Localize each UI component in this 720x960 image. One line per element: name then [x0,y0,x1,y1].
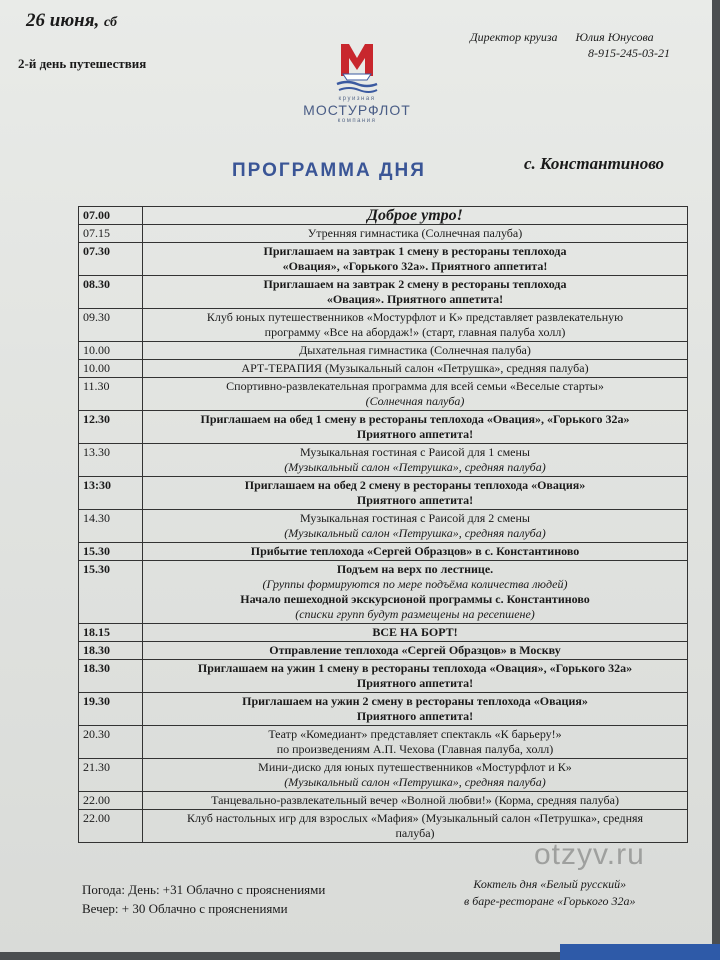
director-phone: 8-915-245-03-21 [588,46,670,60]
activity-line: Доброе утро! [367,207,463,224]
activity-line: Танцевально-развлекательный вечер «Волной любви!» (Корма, средняя палуба) [211,793,619,807]
activity-line: Музыкальная гостиная с Раисой для 2 смены [299,511,530,525]
activity-line: Приглашаем на ужин 1 смену в рестораны теплохода «Овация», «Горького 32а» [197,661,633,675]
activity-line: (Музыкальный салон «Петрушка», средняя палуба) [284,526,546,540]
logo-top-text: круизная [338,96,376,102]
schedule-activity [143,444,688,477]
schedule-activity [143,276,688,309]
schedule-row [79,543,688,561]
schedule-time: 07.15 [79,225,143,243]
company-logo [292,40,422,136]
activity-line: Подъем на верх по лестнице. [336,562,494,576]
weather-day: Погода: День: +31 Облачно с прояснениями [82,882,326,897]
schedule-activity [143,543,688,561]
activity-line: Приятного аппетита! [356,676,474,690]
activity-line: Музыкальная гостиная с Раисой для 1 смены [299,445,530,459]
schedule-time: 18.15 [79,624,143,642]
activity-line: Спортивно-развлекательная программа для всей семьи «Веселые старты» [226,379,604,393]
schedule-activity [143,792,688,810]
activity-line: Приятного аппетита! [356,709,474,723]
director-label: Директор круиза [470,30,558,44]
schedule-time: 07.30 [79,243,143,276]
activity-line: (Музыкальный салон «Петрушка», средняя палуба) [284,460,546,474]
schedule-activity [143,477,688,510]
place-name: с. Константиново [524,154,665,173]
background-edge [560,944,720,960]
activity-line: Мини-диско для юных путешественников «Мостурфлот и К» [258,760,572,774]
activity-line: (списки групп будут размещены на ресепшене) [295,607,535,621]
activity-line: по произведениям А.П. Чехова (Главная палуба, холл) [276,742,554,756]
schedule-activity [143,642,688,660]
schedule-activity [143,378,688,411]
schedule-time: 11.30 [79,378,143,411]
weather-evening: Вечер: + 30 Облачно с прояснениями [82,901,288,916]
schedule-time: 18.30 [79,642,143,660]
activity-line: «Овация». Приятного аппетита! [326,292,504,306]
schedule-activity [143,243,688,276]
schedule-row [79,693,688,726]
activity-line: Приятного аппетита! [356,493,474,507]
schedule-row [79,276,688,309]
schedule-time: 21.30 [79,759,143,792]
activity-line: палуба) [395,826,435,840]
schedule-row [79,243,688,276]
schedule-activity [143,759,688,792]
activity-line: Приглашаем на обед 1 смену в рестораны теплохода «Овация», «Горького 32а» [200,412,630,426]
activity-line: программу «Все на абордаж!» (старт, главная палуба холл) [264,325,566,339]
schedule-time: 13.30 [79,444,143,477]
ship-logo-icon [335,40,379,96]
schedule-activity [143,360,688,378]
schedule-activity [143,309,688,342]
schedule-time: 20.30 [79,726,143,759]
schedule-row [79,444,688,477]
activity-line: «Овация», «Горького 32а». Приятного аппетита! [282,259,548,273]
director-info [470,30,654,45]
cocktail-line-2: в баре-ресторане «Горького 32а» [464,894,636,908]
schedule-time: 13:30 [79,477,143,510]
schedule-time: 10.00 [79,342,143,360]
schedule-row [79,642,688,660]
schedule-time: 10.00 [79,360,143,378]
cocktail-line-1: Коктель дня «Белый русский» [473,877,627,891]
activity-line: Отправление теплохода «Сергей Образцов» в Москву [269,643,561,657]
schedule-row [79,309,688,342]
schedule-row [79,378,688,411]
schedule-time: 15.30 [79,543,143,561]
schedule-activity [143,693,688,726]
activity-line: (Группы формируются по мере подъёма количества людей) [262,577,568,591]
schedule-time: 07.00 [79,207,143,225]
schedule-row [79,660,688,693]
activity-line: Театр «Комедиант» представляет спектакль «К барьеру!» [268,727,562,741]
activity-line: Приглашаем на ужин 2 смену в рестораны теплохода «Овация» [242,694,588,708]
schedule-row [79,342,688,360]
activity-line: Клуб настольных игр для взрослых «Мафия» (Музыкальный салон «Петрушка», средняя [186,811,644,825]
activity-line: (Музыкальный салон «Петрушка», средняя палуба) [284,775,546,789]
schedule-row [79,225,688,243]
watermark: otzyv.ru [534,838,645,871]
schedule-row [79,759,688,792]
schedule-table [78,206,688,843]
logo-bottom-text: компания [337,118,377,124]
activity-line: Приглашаем на завтрак 1 смену в рестораны теплохода [263,244,567,258]
date [26,10,117,32]
schedule-activity [143,624,688,642]
schedule-activity [143,510,688,543]
activity-line: Начало пешеходной экскурсионой программы с. Константиново [240,592,590,606]
schedule-time: 19.30 [79,693,143,726]
schedule-row [79,411,688,444]
schedule-time: 09.30 [79,309,143,342]
schedule-row [79,477,688,510]
schedule-activity [143,225,688,243]
schedule-time: 14.30 [79,510,143,543]
schedule-row [79,726,688,759]
schedule-time: 18.30 [79,660,143,693]
schedule-row [79,360,688,378]
schedule-activity [143,411,688,444]
activity-line: Приглашаем на завтрак 2 смену в рестораны теплохода [263,277,567,291]
logo-brand: МОСТУРФЛОТ [303,102,411,118]
schedule-row [79,510,688,543]
schedule-time: 22.00 [79,810,143,843]
activity-line: Прибытие теплохода «Сергей Образцов» в с. Константиново [250,544,580,558]
activity-line: (Солнечная палуба) [365,394,465,408]
schedule-time: 12.30 [79,411,143,444]
schedule-activity [143,342,688,360]
schedule-row [79,561,688,624]
activity-line: Приглашаем на обед 2 смену в рестораны теплохода «Овация» [244,478,586,492]
day-of-trip: 2-й день путешествия [18,56,147,71]
cocktail-of-day [464,876,636,910]
activity-line: Дыхательная гимнастика (Солнечная палуба) [299,343,531,357]
schedule-row [79,792,688,810]
schedule-activity [143,207,688,225]
schedule-activity [143,660,688,693]
director-name: Юлия Юнусова [575,30,654,44]
page-title: ПРОГРАММА ДНЯ [232,160,426,181]
schedule-activity [143,561,688,624]
weather-info [82,880,325,918]
schedule-time: 15.30 [79,561,143,624]
activity-line: Клуб юных путешественников «Мостурфлот и К» представляет развлекательную [206,310,624,324]
activity-line: Приятного аппетита! [356,427,474,441]
schedule-activity [143,726,688,759]
schedule-time: 22.00 [79,792,143,810]
weekday: сб [104,15,118,30]
schedule-row [79,207,688,225]
activity-line: Утренняя гимнастика (Солнечная палуба) [307,226,523,240]
activity-line: ВСЕ НА БОРТ! [372,625,458,639]
schedule-time: 08.30 [79,276,143,309]
date-text: 26 июня, [26,10,100,31]
activity-line: АРТ-ТЕРАПИЯ (Музыкальный салон «Петрушка», средняя палуба) [241,361,589,375]
schedule-row [79,624,688,642]
